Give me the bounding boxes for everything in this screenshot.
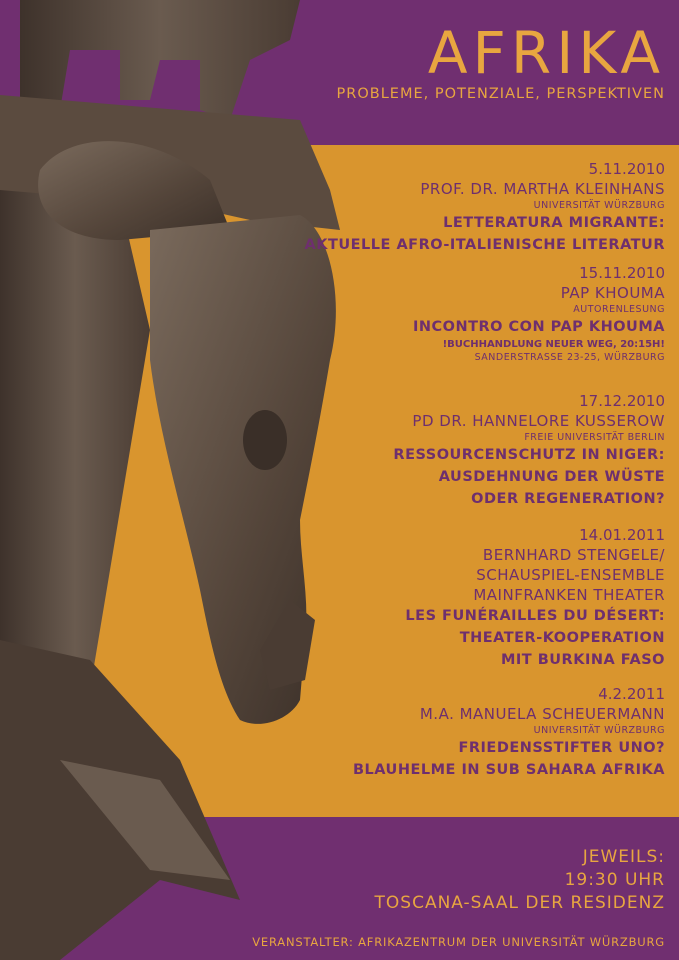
event-date: 5.11.2010 (588, 160, 665, 178)
event-topic: LETTERATURA MIGRANTE: (443, 215, 665, 231)
footer-line: TOSCANA-SAAL DER RESIDENZ (374, 893, 665, 913)
event-affiliation: FREIE UNIVERSITÄT BERLIN (524, 432, 665, 443)
event-speaker: PROF. DR. MARTHA KLEINHANS (420, 180, 665, 198)
event-affiliation: UNIVERSITÄT WÜRZBURG (533, 200, 665, 211)
page-subtitle: PROBLEME, POTENZIALE, PERSPEKTIVEN (336, 86, 665, 102)
event-affiliation: UNIVERSITÄT WÜRZBURG (533, 725, 665, 736)
event-topic: MIT BURKINA FASO (500, 652, 665, 668)
event-topic: LES FUNÉRAILLES DU DÉSERT: (405, 608, 665, 624)
event-3 (285, 392, 665, 510)
event-list (285, 160, 665, 789)
event-affiliation: AUTORENLESUNG (573, 304, 665, 315)
event-speaker: BERNHARD STENGELE/ (482, 546, 665, 564)
event-date: 15.11.2010 (579, 264, 665, 282)
event-speaker: M.A. MANUELA SCHEUERMANN (419, 705, 665, 723)
event-date: 14.01.2011 (579, 526, 665, 544)
event-topic: BLAUHELME IN SUB SAHARA AFRIKA (352, 762, 665, 778)
footer (375, 846, 665, 915)
event-speaker: PD DR. HANNELORE KUSSEROW (412, 412, 665, 430)
event-topic: ODER REGENERATION? (471, 491, 665, 507)
event-location-note: !BUCHHANDLUNG NEUER WEG, 20:15H! (442, 339, 665, 350)
event-topic: THEATER-KOOPERATION (459, 630, 665, 646)
event-topic: AUSDEHNUNG DER WÜSTE (438, 469, 665, 485)
event-speaker: PAP KHOUMA (560, 284, 665, 302)
event-4 (285, 526, 665, 671)
event-topic: INCONTRO CON PAP KHOUMA (412, 319, 665, 335)
event-date: 4.2.2011 (598, 685, 665, 703)
header (336, 19, 665, 102)
event-speaker: SCHAUSPIEL-ENSEMBLE (476, 566, 665, 584)
event-address: SANDERSTRASSE 23-25, WÜRZBURG (474, 352, 665, 363)
organizer-line: VERANSTALTER: AFRIKAZENTRUM DER UNIVERSITÄT WÜRZBURG (252, 935, 665, 949)
event-date: 17.12.2010 (579, 392, 665, 410)
event-5 (285, 685, 665, 781)
event-speaker: MAINFRANKEN THEATER (473, 586, 665, 604)
page-title: AFRIKA (427, 19, 665, 87)
event-topic: FRIEDENSSTIFTER UNO? (458, 740, 665, 756)
event-topic: AKTUELLE AFRO-ITALIENISCHE LITERATUR (304, 237, 665, 253)
event-2 (285, 264, 665, 364)
footer-line: JEWEILS: (582, 847, 665, 867)
footer-line: 19:30 UHR (564, 870, 665, 890)
event-topic: RESSOURCENSCHUTZ IN NIGER: (393, 447, 665, 463)
event-1 (285, 160, 665, 256)
